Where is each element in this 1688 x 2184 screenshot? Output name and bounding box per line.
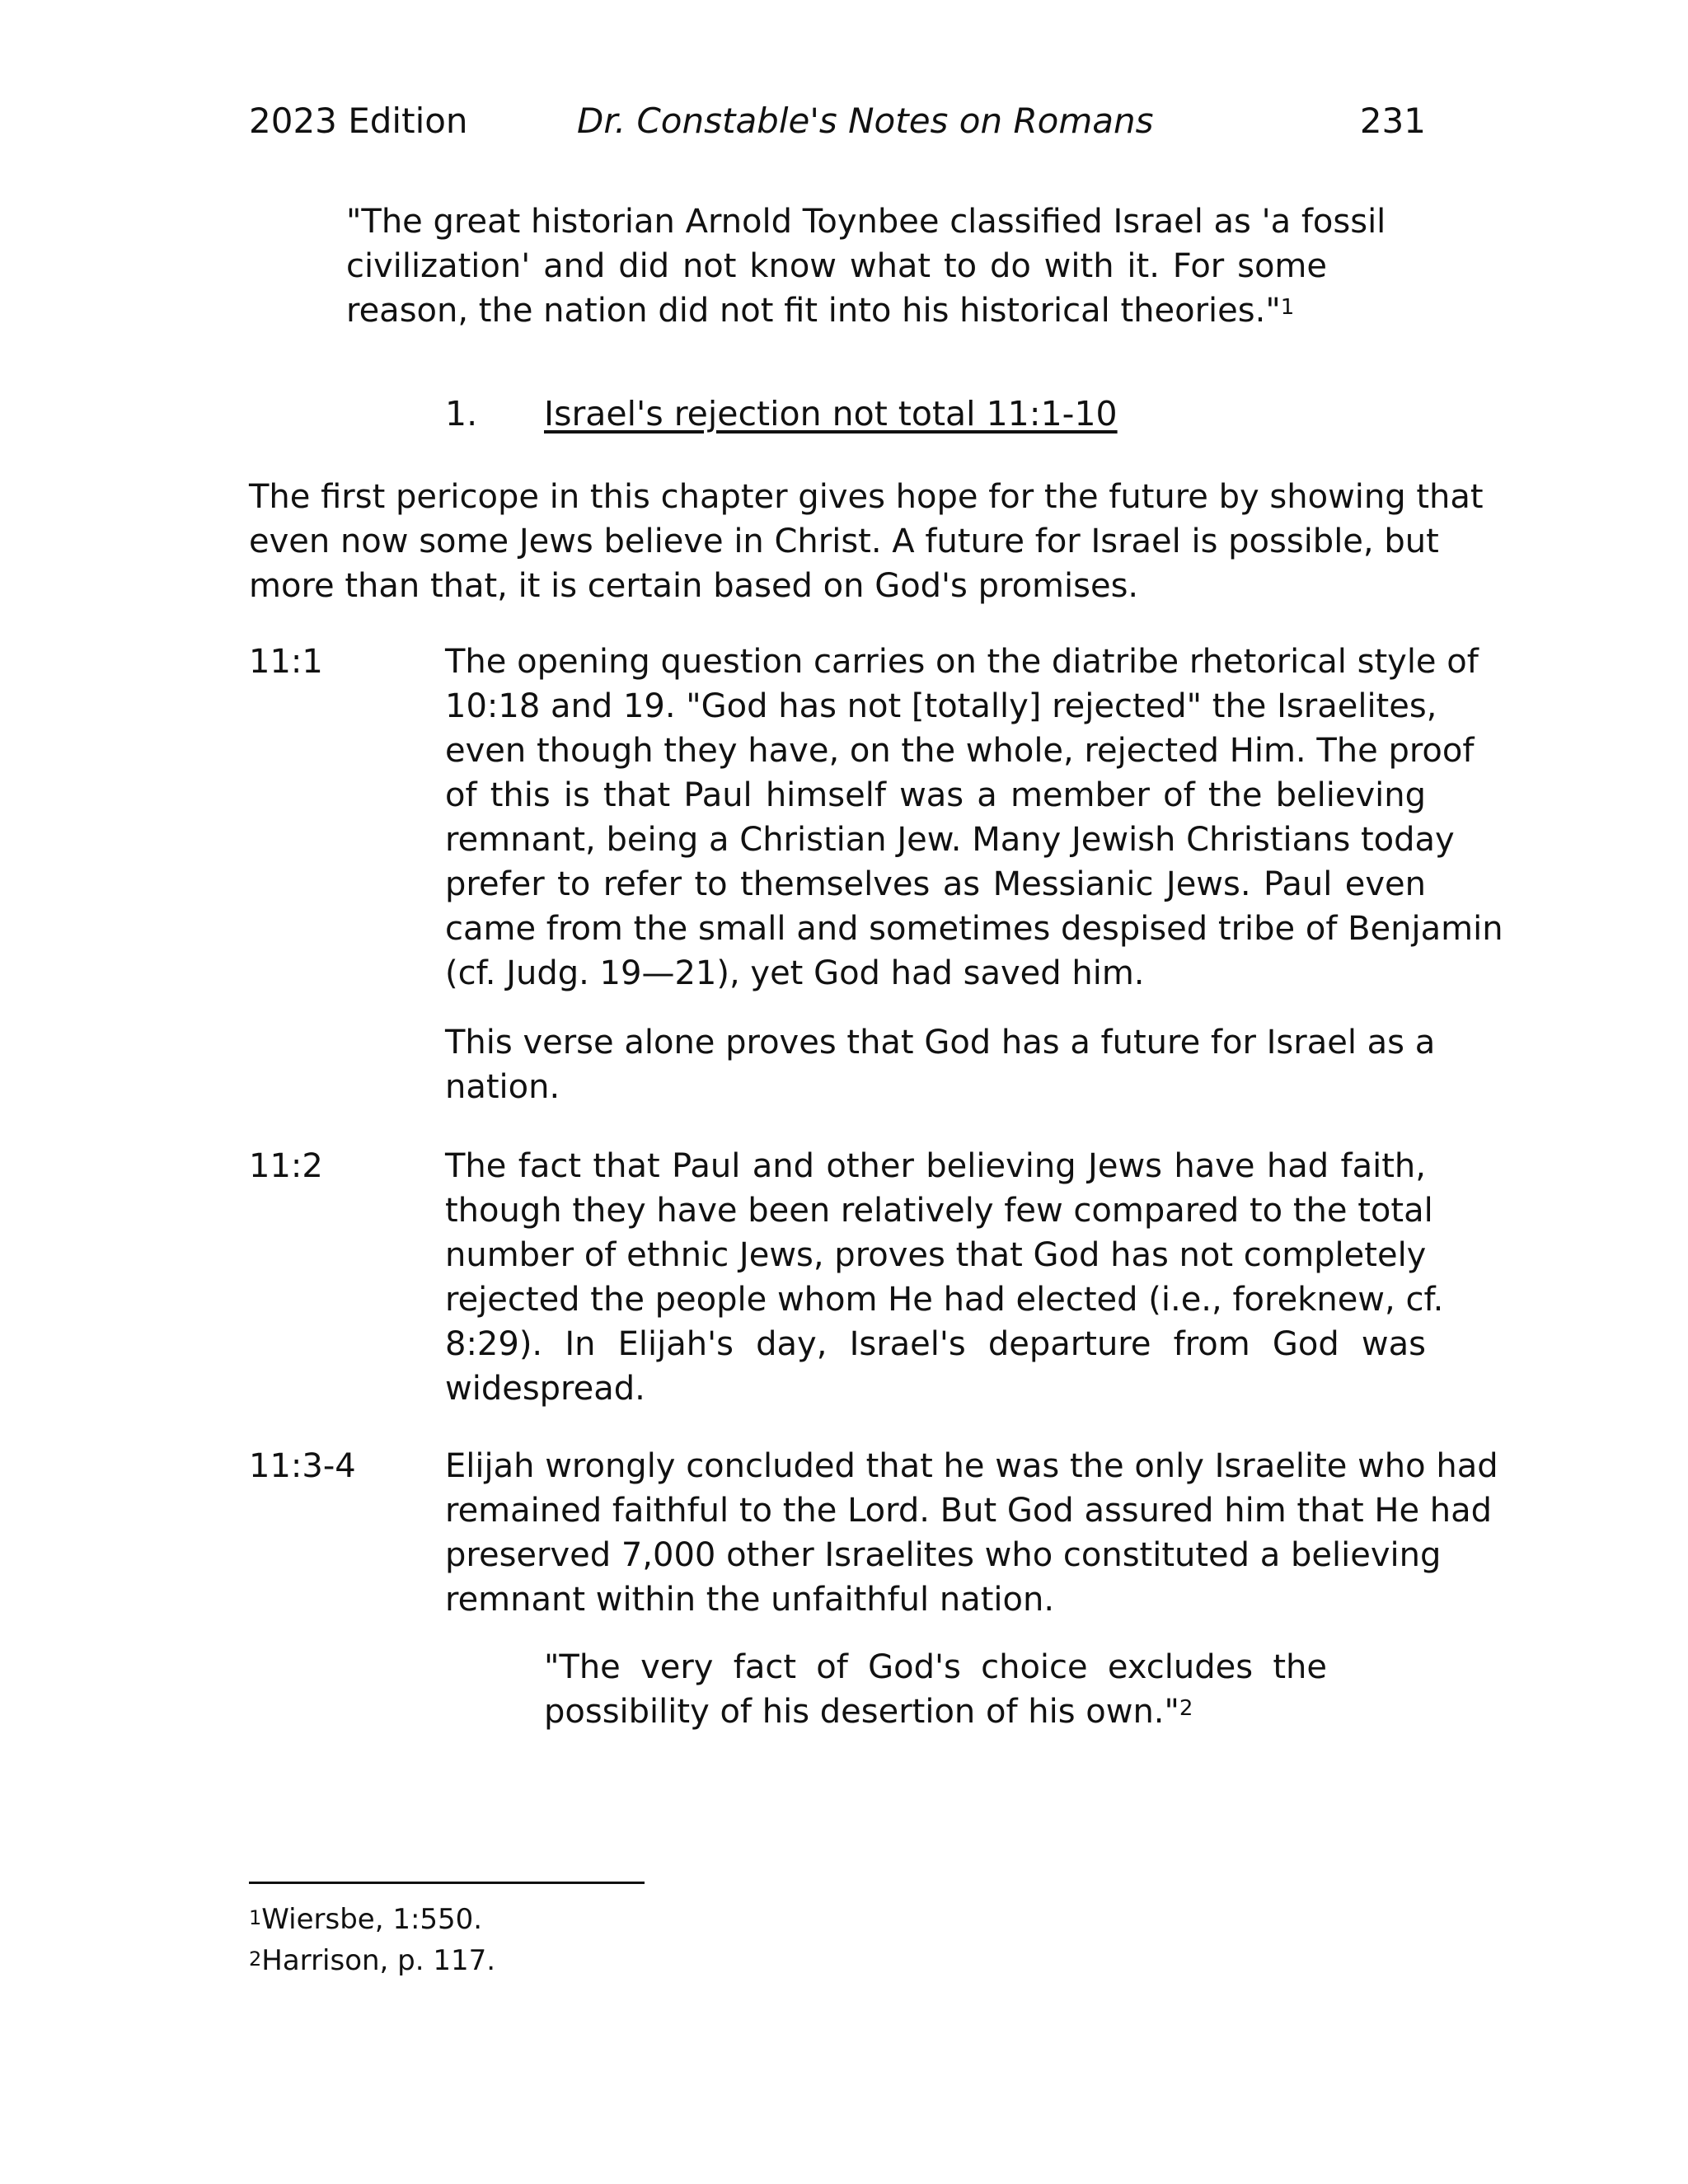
verse-ref: 11:3-4 — [249, 1447, 356, 1485]
commentary-line: Elijah wrongly concluded that he was the only Israelite who had — [445, 1447, 1498, 1485]
commentary-line: remnant within the unfaithful nation. — [445, 1581, 1055, 1619]
commentary-line: (cf. Judg. 19—21), yet God had saved him. — [445, 954, 1145, 992]
commentary-line: 8:29). In Elijah's day, Israel's departure from God was — [445, 1325, 1426, 1363]
verse-commentary — [445, 640, 1503, 996]
commentary-line: came from the small and sometimes despised tribe of Benjamin — [445, 910, 1503, 948]
commentary-line: The opening question carries on the diatribe rhetorical style of — [445, 643, 1479, 681]
footnote-mark: 1 — [249, 1906, 262, 1929]
quote-line: civilization' and did not know what to do with it. For some — [346, 247, 1327, 285]
commentary-line: remnant, being a Christian Jew. Many Jewish Christians today — [445, 821, 1455, 859]
header-edition: 2023 Edition — [249, 101, 468, 141]
commentary-line: rejected the people whom He had elected (i.e., foreknew, cf. — [445, 1281, 1444, 1319]
quote-line-text: reason, the nation did not fit into his historical theories." — [346, 292, 1281, 330]
quote-line — [544, 1690, 1327, 1734]
verse-commentary — [445, 1444, 1498, 1622]
opening-quote — [346, 199, 1386, 333]
footnote-separator — [249, 1882, 645, 1884]
footnote-text: Wiersbe, 1:550. — [261, 1903, 483, 1936]
header-title: Dr. Constable's Notes on Romans — [577, 101, 1154, 141]
commentary-line: nation. — [445, 1068, 560, 1106]
intro-line: even now some Jews believe in Christ. A future for Israel is possible, but — [249, 523, 1439, 560]
quote-line: "The great historian Arnold Toynbee classified Israel as 'a fossil — [346, 203, 1386, 241]
closing-quote — [544, 1645, 1327, 1734]
section-heading — [445, 394, 1118, 434]
commentary-line: prefer to refer to themselves as Messianic Jews. Paul even — [445, 865, 1426, 903]
intro-paragraph — [249, 475, 1484, 608]
verse-commentary-continued — [445, 1020, 1436, 1109]
commentary-line: preserved 7,000 other Israelites who constituted a believing — [445, 1536, 1442, 1574]
commentary-line: remained faithful to the Lord. But God assured him that He had — [445, 1492, 1493, 1530]
commentary-line: widespread. — [445, 1370, 645, 1408]
section-number: 1. — [445, 394, 478, 434]
commentary-line: even though they have, on the whole, rejected Him. The proof — [445, 732, 1475, 770]
verse-ref: 11:2 — [249, 1147, 323, 1185]
commentary-line: The fact that Paul and other believing Jews have had faith, — [445, 1147, 1426, 1185]
intro-line: more than that, it is certain based on God's promises. — [249, 567, 1139, 605]
footnote-ref-2[interactable]: 2 — [1179, 1696, 1193, 1721]
commentary-line: 10:18 and 19. "God has not [totally] rejected" the Israelites, — [445, 687, 1437, 725]
intro-line: The first pericope in this chapter gives hope for the future by showing that — [249, 478, 1484, 516]
page-number: 231 — [1359, 101, 1426, 141]
commentary-line: of this is that Paul himself was a member of the believing — [445, 776, 1426, 814]
section-title: Israel's rejection not total 11:1-10 — [544, 394, 1118, 434]
footnote-1 — [249, 1900, 482, 1938]
commentary-line: number of ethnic Jews, proves that God has not completely — [445, 1236, 1427, 1274]
commentary-line: This verse alone proves that God has a future for Israel as a — [445, 1024, 1436, 1062]
page-header — [249, 101, 1426, 150]
quote-line — [346, 288, 1327, 333]
footnote-mark: 2 — [249, 1947, 262, 1971]
verse-ref: 11:1 — [249, 643, 323, 681]
footnote-ref-1[interactable]: 1 — [1280, 295, 1295, 320]
footnote-2 — [249, 1942, 495, 1980]
quote-line: "The very fact of God's choice excludes the — [544, 1648, 1327, 1686]
quote-line-text: possibility of his desertion of his own." — [544, 1693, 1179, 1731]
verse-commentary — [445, 1144, 1444, 1411]
commentary-line: though they have been relatively few compared to the total — [445, 1192, 1433, 1230]
footnote-text: Harrison, p. 117. — [261, 1944, 496, 1977]
